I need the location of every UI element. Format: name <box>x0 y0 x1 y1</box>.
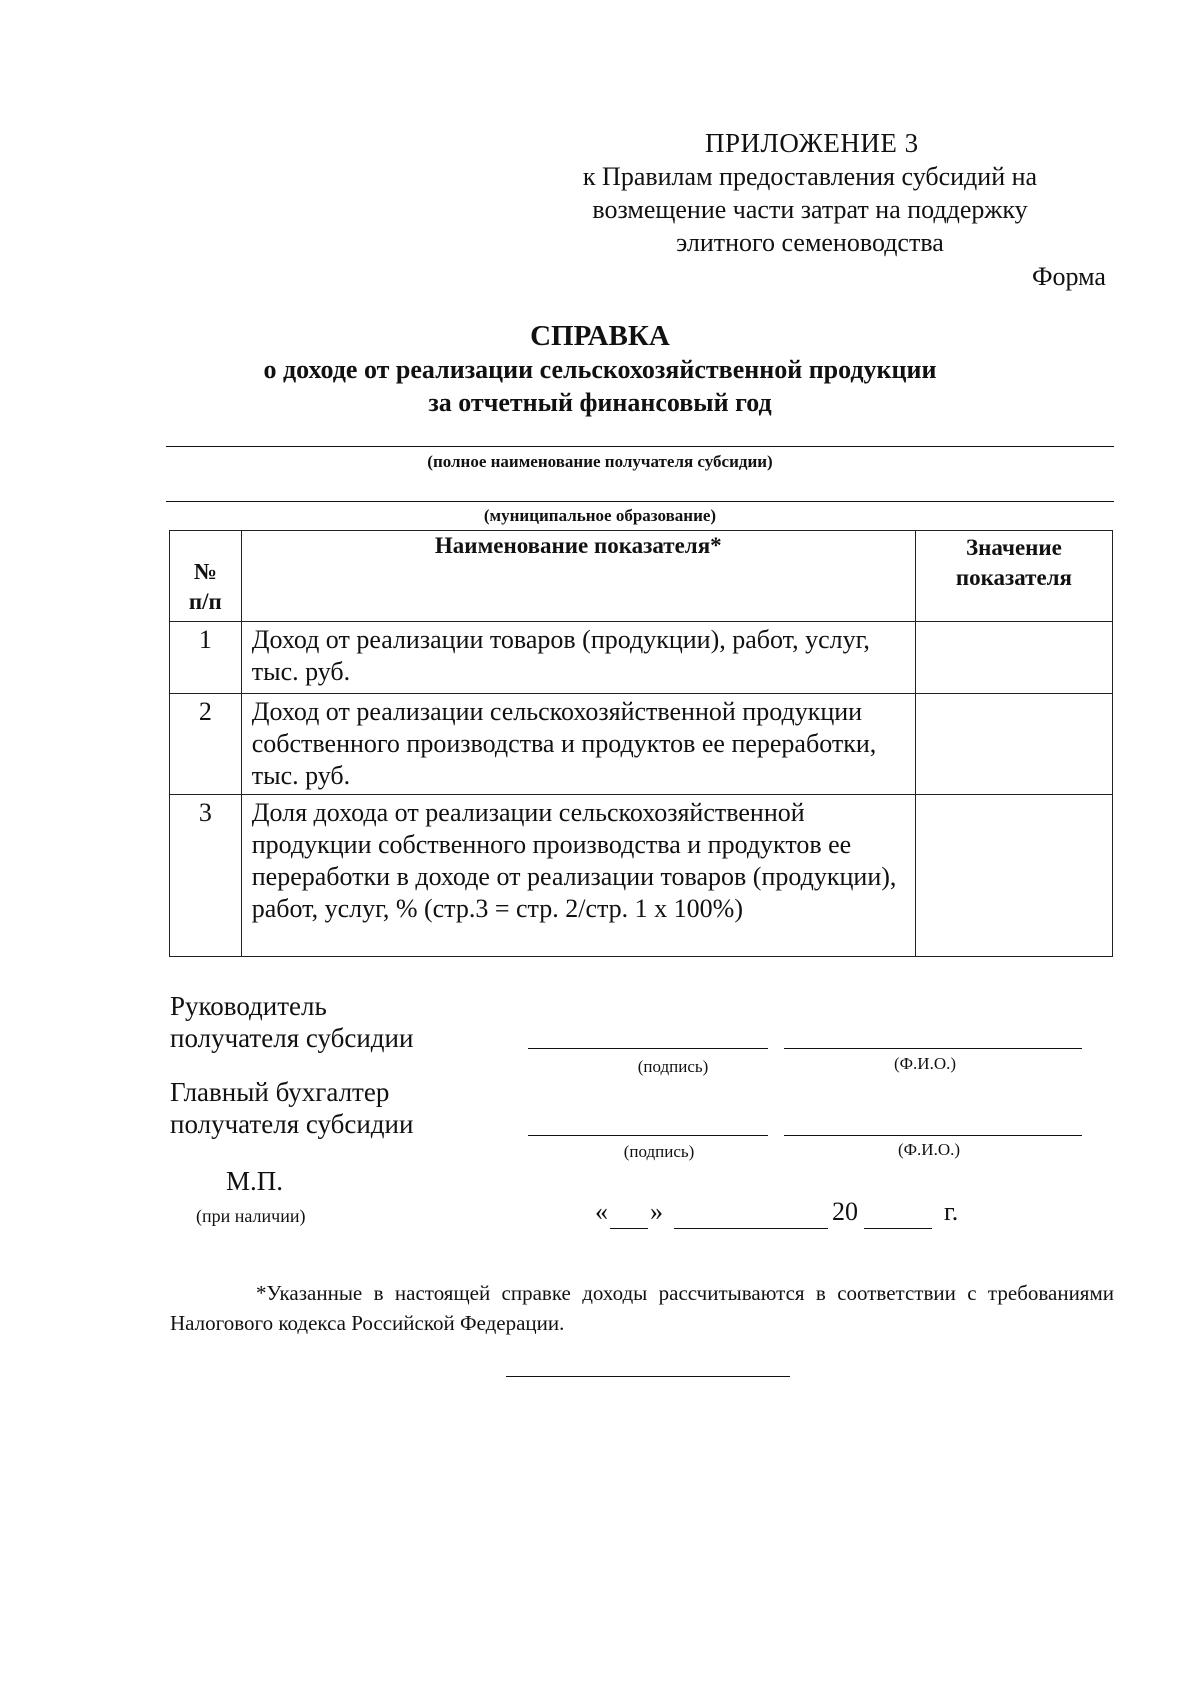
appendix-line-2: возмещение части затрат на поддержку <box>592 195 1028 224</box>
form-label: Форма <box>1032 262 1106 291</box>
table-header-row <box>170 531 1113 622</box>
row-num: 3 <box>170 795 242 957</box>
stamp-label: М.П. <box>226 1166 284 1196</box>
document-subtitle-2: за отчетный финансовый год <box>428 388 772 417</box>
header-value <box>915 531 1112 622</box>
head-label-line-1: Руководитель <box>170 991 327 1021</box>
head-name-caption: (Ф.И.О.) <box>893 1054 957 1073</box>
head-name-line[interactable] <box>784 1048 1082 1049</box>
appendix-title: ПРИЛОЖЕНИЕ 3 <box>705 128 919 158</box>
accountant-label-line-2: получателя субсидии <box>170 1109 414 1139</box>
date-month-line[interactable] <box>674 1228 828 1229</box>
appendix-line-3: элитного семеноводства <box>676 228 944 257</box>
municipality-line[interactable] <box>166 501 1114 502</box>
head-signature-line[interactable] <box>528 1048 768 1049</box>
header-num-label: № п/п <box>188 559 222 614</box>
row-value[interactable] <box>915 694 1112 795</box>
row-name: Доля дохода от реализации сельскохозяйственной продукции собственного производства и продуктов ее переработки в доходе от реализации товаров (продукции), работ, услуг, % (стр.3 = стр. 2/стр. 1 х 100%) <box>241 795 915 957</box>
accountant-name-line[interactable] <box>784 1135 1082 1136</box>
indicators-table <box>169 530 1113 957</box>
row-num: 1 <box>170 622 242 694</box>
accountant-signature-caption: (подпись) <box>623 1142 695 1161</box>
row-value[interactable] <box>915 795 1112 957</box>
table-row <box>170 795 1113 957</box>
appendix-line-1: к Правилам предоставления субсидий на <box>582 162 1038 191</box>
municipality-caption: (муниципальное образование) <box>483 506 717 525</box>
closing-divider <box>506 1376 790 1377</box>
header-name: Наименование показателя* <box>241 531 915 622</box>
header-value-label: Значение показателя <box>955 535 1073 590</box>
row-num: 2 <box>170 694 242 795</box>
row-value[interactable] <box>915 622 1112 694</box>
table-row <box>170 622 1113 694</box>
date-open-quote: « <box>595 1197 608 1226</box>
row-name: Доход от реализации товаров (продукции), работ, услуг, тыс. руб. <box>241 622 915 694</box>
footnote: *Указанные в настоящей справке доходы рассчитываются в соответствии с требованиями Налогового кодекса Российской Федерации. <box>170 1281 1114 1335</box>
accountant-label-line-1: Главный бухгалтер <box>170 1077 390 1107</box>
document-subtitle-1: о доходе от реализации сельскохозяйственной продукции <box>263 355 937 384</box>
recipient-name-line[interactable] <box>166 446 1114 447</box>
date-day-line[interactable] <box>610 1228 648 1229</box>
row-name: Доход от реализации сельскохозяйственной продукции собственного производства и продуктов ее переработки, тыс. руб. <box>241 694 915 795</box>
table-row <box>170 694 1113 795</box>
date-close-quote: » <box>650 1197 663 1226</box>
header-num <box>170 531 242 622</box>
date-year-suffix: г. <box>944 1197 959 1226</box>
accountant-signature-line[interactable] <box>528 1135 768 1136</box>
date-year-line[interactable] <box>864 1228 932 1229</box>
document-title: СПРАВКА <box>530 320 670 352</box>
accountant-name-caption: (Ф.И.О.) <box>897 1140 961 1159</box>
date-year-prefix: 20 <box>832 1197 858 1226</box>
recipient-name-caption: (полное наименование получателя субсидии) <box>427 452 773 471</box>
head-signature-caption: (подпись) <box>637 1057 709 1076</box>
stamp-note: (при наличии) <box>196 1206 306 1226</box>
head-label-line-2: получателя субсидии <box>170 1023 414 1053</box>
